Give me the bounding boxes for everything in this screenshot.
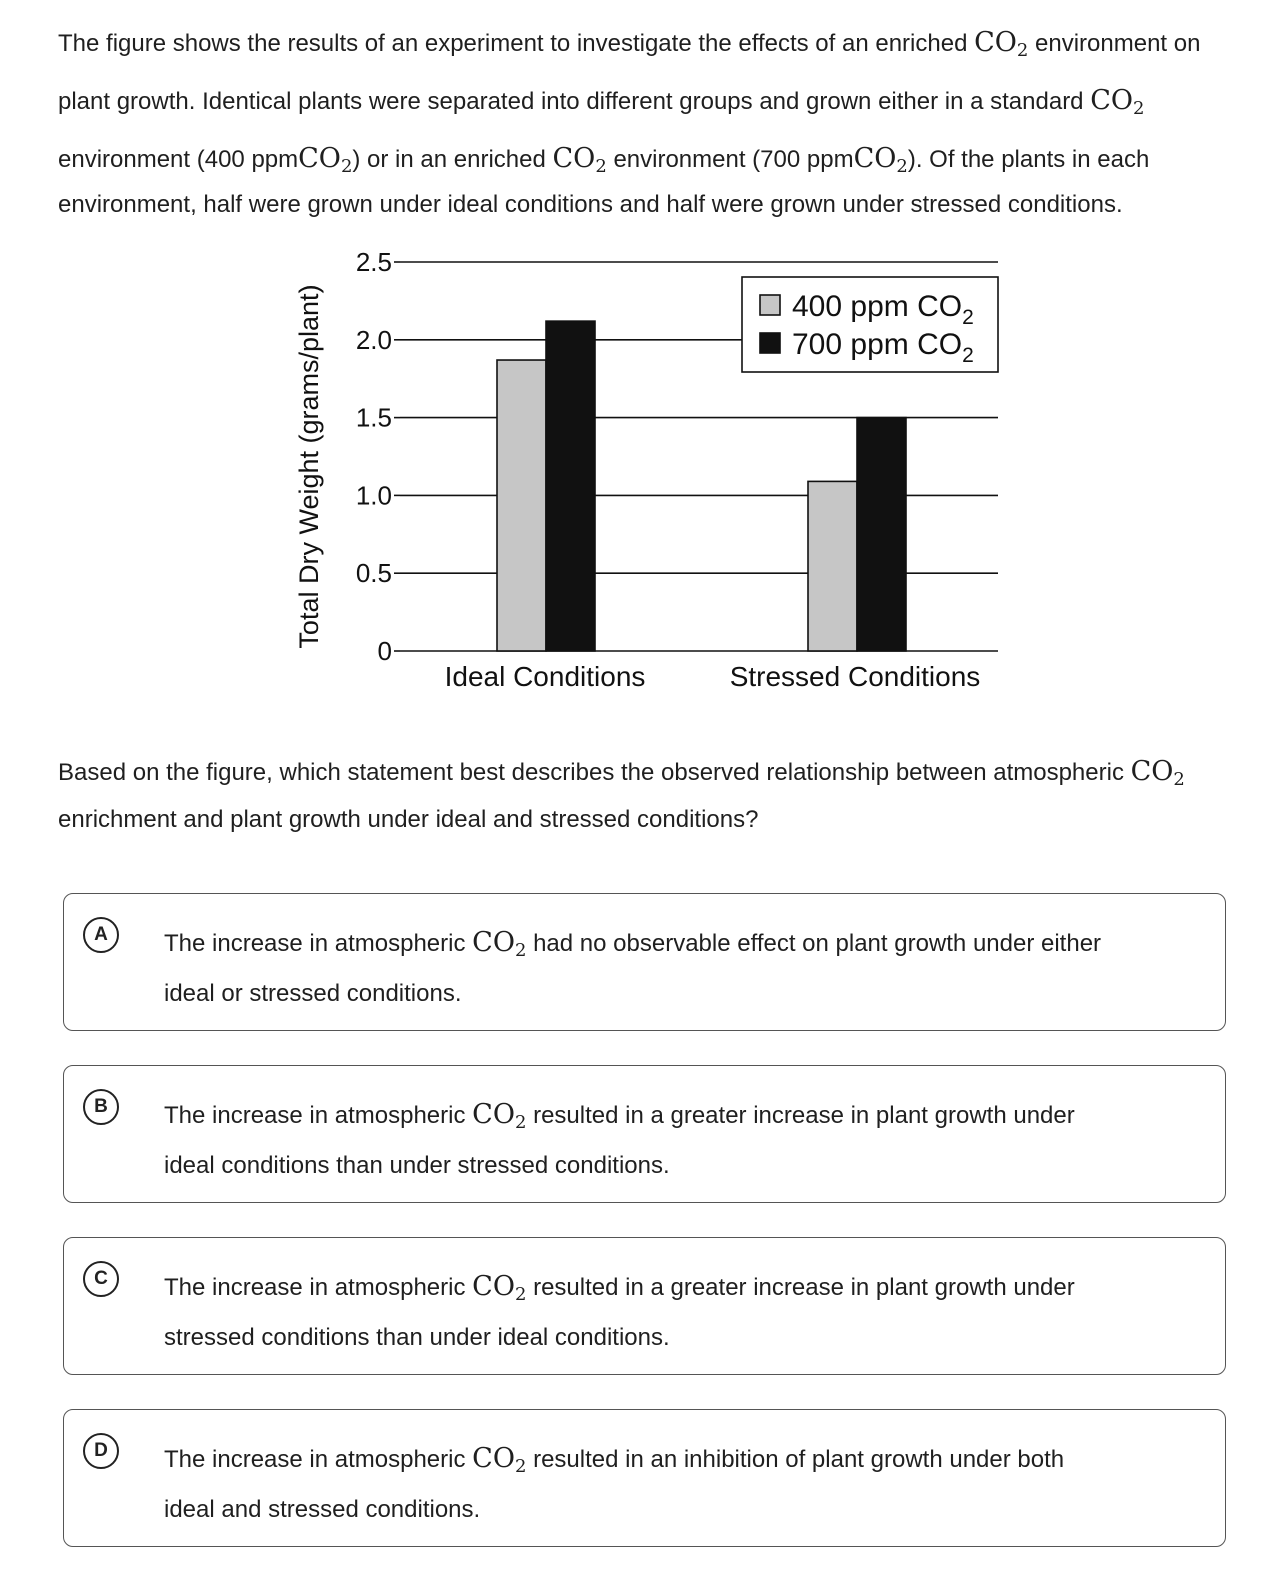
option-letter-badge: C (83, 1261, 119, 1297)
co2-formula: $CO_2$ (1130, 756, 1185, 790)
question-line: Based on the figure, which statement best describes the observed relationship between atmospheric (58, 759, 1124, 786)
co2-formula: $CO_2$ (853, 143, 908, 177)
y-tick-label: 0.5 (355, 558, 392, 589)
legend-swatch (760, 333, 780, 353)
legend-label: 700 ppm $CO_2$ (792, 328, 974, 367)
y-tick-label: 1.5 (355, 402, 392, 433)
chart-svg (270, 240, 1030, 710)
y-tick-label: 2.0 (355, 324, 392, 355)
option-text: The increase in atmospheric $CO_2$ resulted in an inhibition of plant growth under both ideal and stressed conditions. (164, 1443, 1065, 1523)
co2-formula: $CO_2$ (1090, 85, 1145, 119)
y-tick-label: 0 (377, 636, 392, 666)
question-text (58, 748, 1238, 843)
legend-label: 400 ppm $CO_2$ (792, 290, 974, 329)
intro-text: on plant growth. Identical plants were separated into different groups and grown either in a standard (58, 30, 1201, 115)
bar-700ppm (857, 418, 906, 651)
co2-formula: $CO_2$ (974, 27, 1029, 61)
answer-option-d[interactable] (63, 1409, 1226, 1547)
x-category-label: Stressed Conditions (729, 661, 981, 692)
intro-text: environment (1035, 30, 1168, 57)
y-axis-label: Total Dry Weight (grams/plant) (294, 284, 324, 649)
option-letter-badge: D (83, 1433, 119, 1469)
bar-400ppm (808, 481, 857, 651)
intro-text: environment, half were grown under ideal conditions and half were grown under stressed conditions. (58, 191, 1123, 218)
y-tick-label: 1.0 (355, 480, 392, 511)
co2-formula: $CO_2$ (552, 143, 607, 177)
answer-option-c[interactable] (63, 1237, 1226, 1375)
x-category-label: Ideal Conditions (444, 661, 646, 692)
option-text: The increase in atmospheric $CO_2$ resulted in a greater increase in plant growth under ideal conditions than under stressed conditions. (164, 1099, 1075, 1179)
intro-text: environment (700 ppm (613, 146, 854, 173)
bar-chart (270, 240, 1030, 710)
answer-option-b[interactable] (63, 1065, 1226, 1203)
question-line: enrichment and plant growth under ideal and stressed conditions? (58, 806, 759, 833)
legend-swatch (760, 295, 780, 315)
bar-400ppm (497, 360, 546, 651)
intro-text: ) or in an enriched (352, 146, 546, 173)
intro-text: The figure shows the results of an experiment to investigate the effects of an enriched (58, 30, 968, 57)
intro-text: ). Of the plants in each (907, 146, 1150, 173)
intro-text: environment (400 ppm (58, 146, 299, 173)
option-letter-badge: B (83, 1089, 119, 1125)
co2-formula: $CO_2$ (298, 143, 353, 177)
option-letter-badge: A (83, 917, 119, 953)
intro-paragraph (58, 14, 1238, 227)
bar-700ppm (546, 321, 595, 651)
answer-option-a[interactable] (63, 893, 1226, 1031)
co2-formula: $CO_2$ (472, 1443, 527, 1477)
co2-formula: $CO_2$ (472, 1271, 527, 1305)
option-text: The increase in atmospheric $CO_2$ resulted in a greater increase in plant growth under stressed conditions than under ideal conditions. (164, 1271, 1075, 1351)
co2-formula: $CO_2$ (472, 1099, 527, 1133)
option-text: The increase in atmospheric $CO_2$ had no observable effect on plant growth under either ideal or stressed conditions. (164, 927, 1102, 1007)
co2-formula: $CO_2$ (472, 927, 527, 961)
y-tick-label: 2.5 (355, 247, 392, 277)
